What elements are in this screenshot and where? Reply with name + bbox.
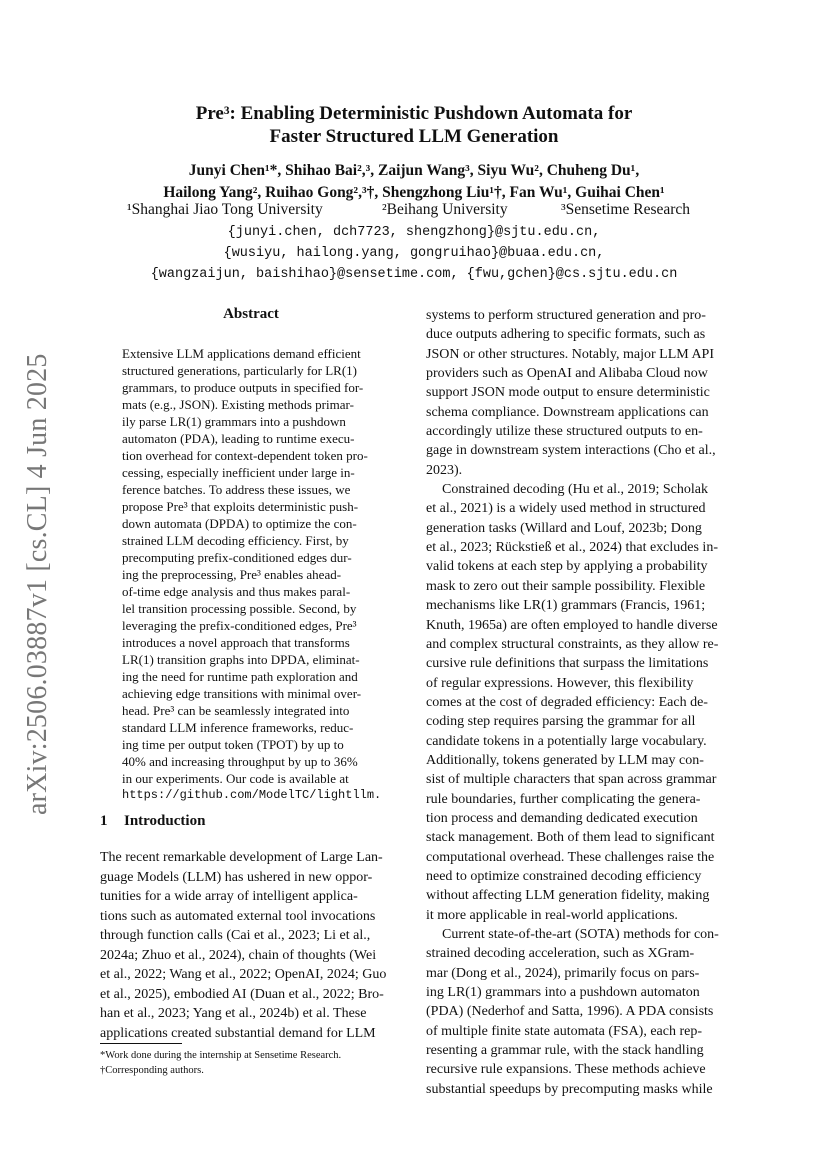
intro-line: through function calls (Cai et al., 2023; Li et al., (100, 928, 371, 943)
intro-line: tunities for a wide array of intelligent applica- (100, 889, 358, 904)
body-line: Additionally, tokens generated by LLM may con- (426, 752, 704, 768)
abstract-line: ing the need for runtime path exploration and (122, 669, 358, 684)
body-line: mask to zero out their sample possibility. Flexible (426, 578, 706, 594)
body-line: mechanisms like LR(1) grammars (Francis, 1961; (426, 598, 706, 614)
title-line-1: Pre³: Enabling Deterministic Pushdown Automata for (195, 103, 633, 124)
introduction-body (100, 848, 403, 1043)
body-line: tion process and demanding dedicated execution (426, 810, 698, 826)
body-line: valid tokens at each step by applying a probability (426, 559, 708, 575)
intro-line: The recent remarkable development of Large Lan- (100, 850, 383, 865)
body-line: of multiple finite state automata (FSA), each rep- (426, 1023, 703, 1039)
body-line: 2023). (426, 462, 463, 478)
body-line: and complex structural constraints, as they allow re- (426, 636, 719, 652)
author-list (0, 160, 828, 204)
abstract-line: of-time edge analysis and thus makes paral- (122, 584, 351, 599)
body-line: (PDA) (Nederhof and Satta, 1996). A PDA consists (426, 1004, 714, 1020)
body-line: support JSON mode output to ensure deterministic (426, 385, 710, 401)
code-url-link[interactable]: https://github.com/ModelTC/lightllm. (122, 788, 382, 802)
affiliation-sensetime: ³Sensetime Research (561, 201, 691, 218)
body-line: candidate tokens in a potentially large vocabulary. (426, 733, 707, 749)
body-line: mar (Dong et al., 2024), primarily focus on pars- (426, 965, 700, 981)
intro-line: guage Models (LLM) has ushered in new oppor- (100, 869, 373, 885)
right-column-body (426, 306, 732, 1099)
section-heading-introduction (100, 813, 205, 830)
abstract-line: strained LLM decoding efficiency. First, by (122, 533, 349, 548)
body-line: substantial speedups by precomputing masks while (426, 1081, 713, 1097)
body-line: stack management. Both of them lead to significant (426, 830, 715, 846)
abstract-line: mats (e.g., JSON). Existing methods primar- (122, 397, 354, 412)
body-line: sist of multiple characters that span across grammar (426, 772, 717, 788)
abstract-line: introduces a novel approach that transforms (122, 635, 350, 650)
abstract-line: ing time per output token (TPOT) by up to (122, 737, 344, 752)
body-line: systems to perform structured generation and pro- (426, 308, 706, 323)
email-line[interactable]: {wangzaijun, baishihao}@sensetime.com, {fwu,gchen}@cs.sjtu.edu.cn (150, 267, 678, 282)
body-line: strained decoding acceleration, such as XGram- (426, 946, 695, 962)
body-line: need to optimize constrained decoding efficiency (426, 868, 702, 884)
footnote-corresponding: †Corresponding authors. (100, 1065, 204, 1076)
body-line: computational overhead. These challenges raise the (426, 849, 715, 865)
abstract-line: structured generations, particularly for LR(1) (122, 363, 357, 378)
intro-line: et al., 2022; Wang et al., 2022; OpenAI, 2024; Guo (100, 967, 387, 982)
affiliation-sjtu: ¹Shanghai Jiao Tong University (127, 201, 323, 218)
body-line: JSON or other structures. Notably, major LLM API (426, 346, 714, 362)
body-line: gage in downstream system interactions (Cho et al., (426, 443, 716, 459)
section-title: Introduction (124, 813, 206, 829)
abstract-line: tion overhead for context-dependent token pro- (122, 448, 368, 463)
abstract-line: ference batches. To address these issues, we (122, 482, 351, 497)
authors-line-2: Hailong Yang², Ruihao Gong²,³†, Shengzhong Liu¹†, Fan Wu¹, Guihai Chen¹ (163, 184, 665, 201)
intro-line: applications created substantial demand for LLM (100, 1025, 376, 1041)
email-line[interactable]: {wusiyu, hailong.yang, gongruihao}@buaa.edu.cn, (223, 246, 605, 261)
abstract-line: in our experiments. Our code is available at (122, 771, 349, 786)
abstract-line: LR(1) transition graphs into DPDA, eliminat- (122, 652, 360, 667)
abstract-line: head. Pre³ can be seamlessly integrated into (122, 703, 350, 718)
body-line: resenting a grammar rule, with the stack handling (426, 1043, 704, 1059)
abstract-line: Extensive LLM applications demand efficient (122, 346, 361, 361)
section-number: 1 (100, 813, 108, 829)
intro-line: han et al., 2023; Yang et al., 2024b) et al. These (100, 1006, 367, 1021)
body-line: ing LR(1) grammars into a pushdown automaton (426, 985, 700, 1001)
body-line: et al., 2023; Rückstieß et al., 2024) that excludes in- (426, 540, 718, 556)
abstract-heading: Abstract (223, 306, 279, 322)
abstract-line: ily parse LR(1) grammars into a pushdown (122, 414, 346, 429)
intro-line: et al., 2025), embodied AI (Duan et al., 2022; Bro- (100, 986, 384, 1002)
body-line: coding step requires parsing the grammar for all (426, 714, 696, 730)
body-line: accordingly utilize these structured outputs to en- (426, 424, 703, 440)
abstract-line: leveraging the prefix-conditioned edges, Pre³ (122, 618, 357, 633)
abstract-line: down automata (DPDA) to optimize the con- (122, 516, 357, 531)
body-line: Constrained decoding (Hu et al., 2019; Scholak (442, 482, 708, 498)
body-line: of regular expressions. However, this flexibility (426, 675, 694, 691)
body-line: et al., 2021) is a widely used method in structured (426, 501, 706, 517)
body-line: comes at the cost of degraded efficiency: Each de- (426, 694, 708, 710)
body-line: rule boundaries, further complicating the genera- (426, 791, 701, 807)
abstract-line: precomputing prefix-conditioned edges dur- (122, 550, 352, 565)
abstract-body (122, 345, 380, 804)
body-line: providers such as OpenAI and Alibaba Cloud now (426, 366, 708, 382)
abstract-line: lel transition processing possible. Second, by (122, 601, 357, 616)
body-line: Knuth, 1965a) are often employed to handle diverse (426, 617, 718, 633)
body-line: recursive rule expansions. These methods achieve (426, 1062, 706, 1078)
affiliation-beihang: ²Beihang University (382, 201, 508, 218)
body-line: Current state-of-the-art (SOTA) methods for con- (442, 927, 719, 942)
title-line-2: Faster Structured LLM Generation (269, 126, 559, 147)
footnote-internship: *Work done during the internship at Sensetime Research. (100, 1050, 342, 1061)
abstract-line: automaton (PDA), leading to runtime execu- (122, 431, 355, 446)
body-line: generation tasks (Willard and Louf, 2023b; Dong (426, 520, 702, 536)
abstract-line: grammars, to produce outputs in specified for- (122, 380, 364, 395)
arxiv-identifier-stamp: arXiv:2506.03887v1 [cs.CL] 4 Jun 2025 (22, 353, 53, 815)
body-line: without affecting LLM generation fidelity, making (426, 888, 710, 904)
author-emails (0, 222, 828, 285)
intro-line: tions such as automated external tool invocations (100, 908, 376, 924)
body-line: it more applicable in real-world applications. (426, 907, 678, 923)
body-line: cursive rule definitions that surpass the limitations (426, 656, 709, 672)
abstract-line: standard LLM inference frameworks, reduc- (122, 720, 354, 735)
footnote-divider (100, 1043, 182, 1044)
body-line: schema compliance. Downstream applications can (426, 404, 709, 420)
abstract-line: propose Pre³ that exploits deterministic push- (122, 499, 359, 514)
abstract-line: cessing, especially inefficient under large in- (122, 465, 355, 480)
email-line[interactable]: {junyi.chen, dch7723, shengzhong}@sjtu.edu.cn, (227, 225, 601, 240)
abstract-line: ing the preprocessing, Pre³ enables ahead- (122, 567, 342, 582)
paper-title (0, 102, 828, 148)
authors-line-1: Junyi Chen¹*, Shihao Bai²,³, Zaijun Wang³, Siyu Wu², Chuheng Du¹, (188, 162, 640, 179)
intro-line: 2024a; Zhuo et al., 2024), chain of thoughts (Wei (100, 947, 377, 963)
abstract-line: achieving edge transitions with minimal over- (122, 686, 362, 701)
footnotes (100, 1048, 403, 1078)
body-line: duce outputs adhering to specific formats, such as (426, 327, 706, 343)
abstract-line: 40% and increasing throughput by up to 36% (122, 754, 358, 769)
